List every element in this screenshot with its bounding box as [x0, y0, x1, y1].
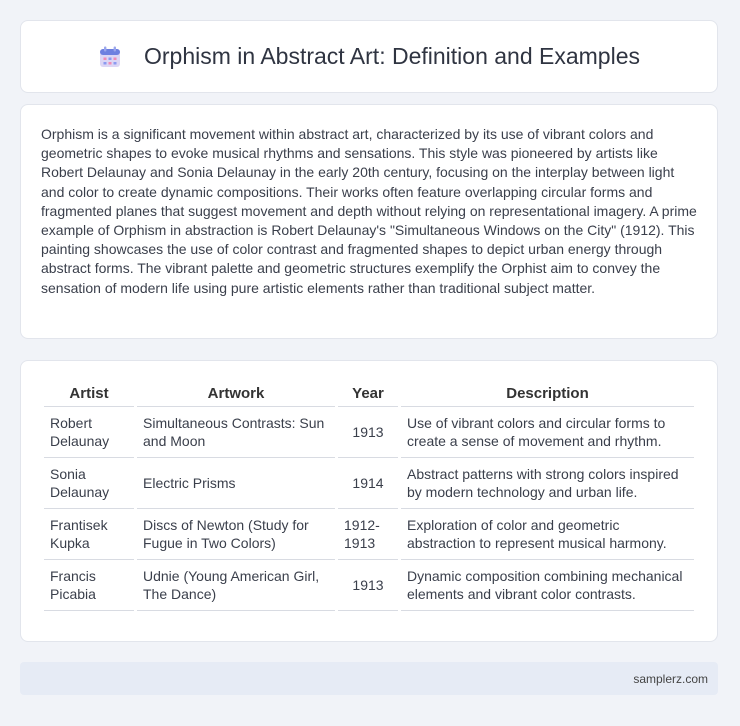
table-card — [20, 360, 718, 642]
cell-year: 1913 — [338, 560, 398, 611]
table-header-row — [44, 381, 694, 407]
table-row — [44, 407, 694, 458]
header-artwork: Artwork — [137, 381, 335, 407]
cell-description: Abstract patterns with strong colors inspired by modern technology and urban life. — [401, 458, 694, 509]
header-artist: Artist — [44, 381, 134, 407]
cell-year: 1913 — [338, 407, 398, 458]
footer — [20, 662, 718, 695]
cell-artist: Sonia Delaunay — [44, 458, 134, 509]
cell-description: Dynamic composition combining mechanical elements and vibrant color contrasts. — [401, 560, 694, 611]
intro-card — [20, 104, 718, 339]
cell-year: 1914 — [338, 458, 398, 509]
cell-artist: Frantisek Kupka — [44, 509, 134, 560]
header-description: Description — [401, 381, 694, 407]
cell-artwork: Electric Prisms — [137, 458, 335, 509]
artists-table — [41, 381, 697, 611]
table-row — [44, 458, 694, 509]
cell-artwork: Simultaneous Contrasts: Sun and Moon — [137, 407, 335, 458]
cell-artwork: Discs of Newton (Study for Fugue in Two Colors) — [137, 509, 335, 560]
cell-description: Use of vibrant colors and circular forms to create a sense of movement and rhythm. — [401, 407, 694, 458]
cell-year: 1912-1913 — [338, 509, 398, 560]
header-year: Year — [338, 381, 398, 407]
page-title: Orphism in Abstract Art: Definition and Examples — [144, 43, 640, 69]
cell-artist: Robert Delaunay — [44, 407, 134, 458]
table-row — [44, 560, 694, 611]
table-row — [44, 509, 694, 560]
intro-paragraph: Orphism is a significant movement within abstract art, characterized by its use of vibrant colors and geometric shapes to evoke musical rhythms and sensations. This style was pioneered by artists like Robert Delaunay and Sonia Delaunay in the early 20th century, focusing on the interplay between light and color to create dynamic compositions. Their works often feature overlapping circular forms and fragmented planes that suggest movement and depth without relying on representational imagery. A prime example of Orphism in abstraction is Robert Delaunay's "Simultaneous Windows on the City" (1912). This painting showcases the use of color contrast and fragmented shapes to depict urban energy through abstract forms. The vibrant palette and geometric structures exemplify the Orphist aim to convey the sensation of modern life using pure artistic elements rather than traditional subject matter. — [41, 126, 697, 296]
calendar-icon — [98, 45, 122, 69]
footer-site-link[interactable]: samplerz.com — [633, 671, 708, 686]
title-card — [20, 20, 718, 93]
cell-artwork: Udnie (Young American Girl, The Dance) — [137, 560, 335, 611]
cell-artist: Francis Picabia — [44, 560, 134, 611]
cell-description: Exploration of color and geometric abstraction to represent musical harmony. — [401, 509, 694, 560]
